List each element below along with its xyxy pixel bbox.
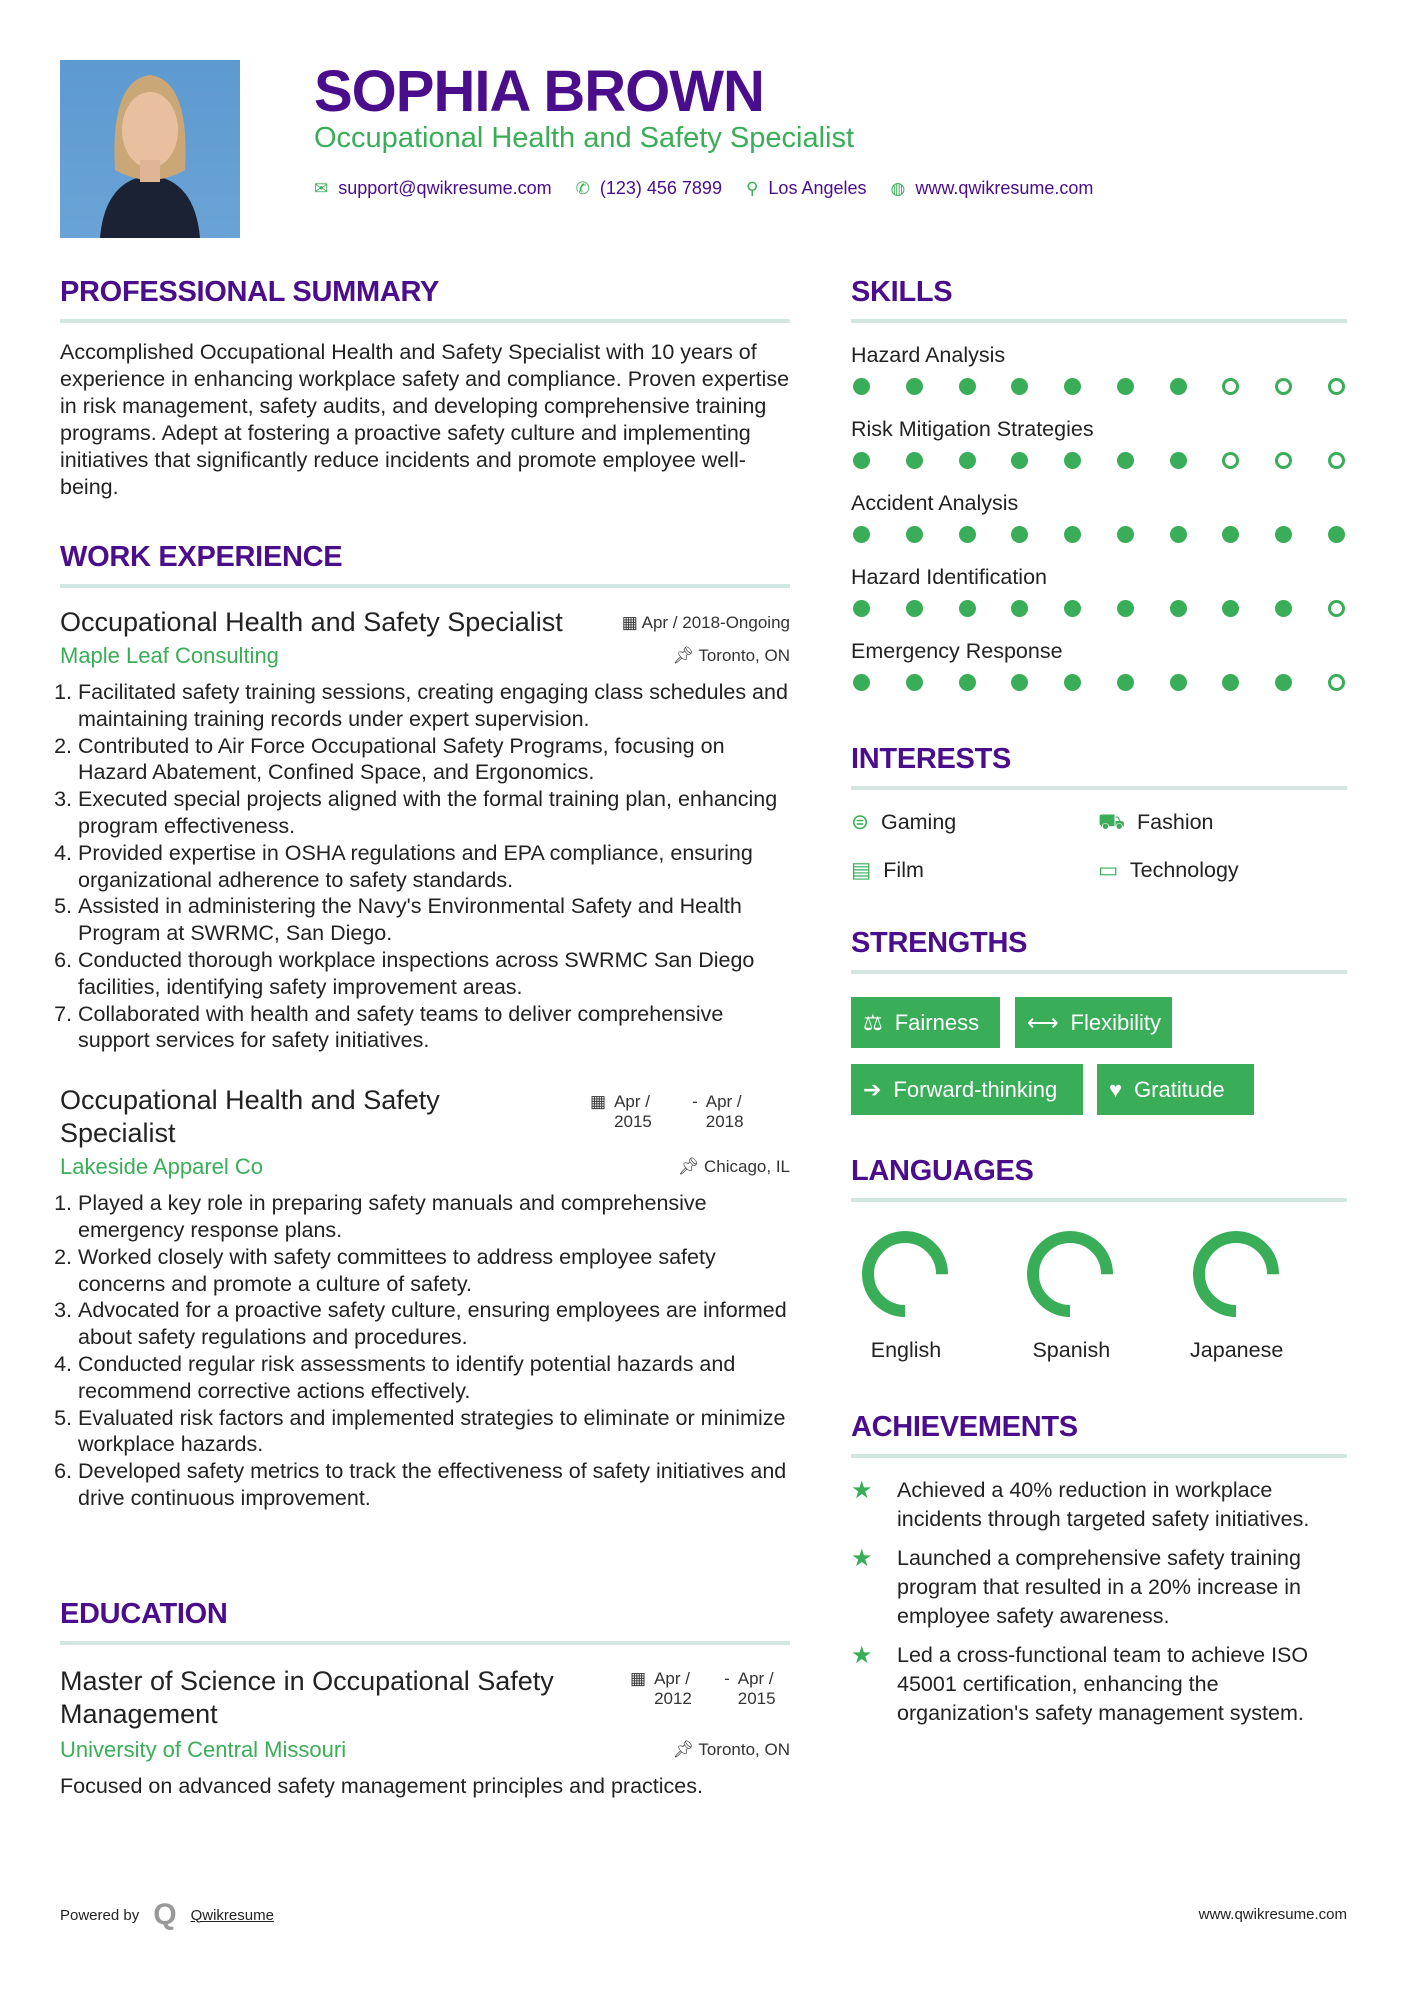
empty-dot xyxy=(1328,600,1345,617)
filled-dot xyxy=(1117,452,1134,469)
filled-dot xyxy=(1117,378,1134,395)
globe-icon: ◍ xyxy=(890,178,906,198)
section-heading: STRENGTHS xyxy=(851,927,1028,959)
heart-icon: ♥ xyxy=(1109,1076,1123,1102)
star-icon: ★ xyxy=(851,1642,873,1669)
filled-dot xyxy=(1064,600,1081,617)
filled-dot xyxy=(1011,600,1028,617)
gamepad-icon: ⊜ xyxy=(851,810,870,834)
job-bullet: 1. Played a key role in preparing safety manuals and comprehensive emergency response plans. xyxy=(78,1190,790,1244)
location-text: Los Angeles xyxy=(768,178,867,198)
strength-label: Fairness xyxy=(894,1009,980,1035)
skill-name: Accident Analysis xyxy=(851,491,1019,515)
job-location: Toronto, ON xyxy=(698,646,790,665)
job-start: Apr / 2015 xyxy=(614,1092,652,1132)
skill-name: Emergency Response xyxy=(851,639,1063,663)
job-title: Occupational Health and Safety Specialist xyxy=(60,607,563,637)
filled-dot xyxy=(1064,378,1081,395)
strength-label: Forward-thinking xyxy=(893,1076,1058,1102)
achievements-section xyxy=(851,1411,1347,1738)
skill-rating xyxy=(851,600,1347,617)
filled-dot xyxy=(1064,674,1081,691)
job-bullet: 5. Evaluated risk factors and implemented strategies to eliminate or minimize workplace hazards. xyxy=(78,1405,790,1459)
edu-start: Apr / 2012 xyxy=(654,1669,692,1708)
strength-badge xyxy=(851,997,1000,1048)
skill-item xyxy=(851,565,1347,617)
filled-dot xyxy=(1222,526,1239,543)
footer-website[interactable]: www.qwikresume.com xyxy=(1198,1906,1347,1923)
job-bullet: 2. Worked closely with safety committees to address employee safety concerns and promote a culture of safety. xyxy=(78,1244,790,1298)
filled-dot xyxy=(1117,600,1134,617)
school-name: University of Central Missouri xyxy=(60,1737,347,1762)
job-title: Occupational Health and Safety Specialist xyxy=(60,1085,440,1149)
filled-dot xyxy=(906,526,923,543)
job-bullet: 2. Contributed to Air Force Occupational Safety Programs, focusing on Hazard Abatement, Confined Space, and Ergonomics. xyxy=(78,733,790,787)
phone-icon: ✆ xyxy=(575,178,590,198)
job-bullet: 6. Developed safety metrics to track the effectiveness of safety initiatives and drive continuous improvement. xyxy=(78,1458,790,1512)
calendar-icon: ▦ xyxy=(590,1092,607,1112)
divider xyxy=(851,1454,1347,1458)
job-bullet: 5. Assisted in administering the Navy's Environmental Safety and Health Program at SWRMC, San Diego. xyxy=(78,893,790,947)
job-bullets xyxy=(60,679,790,1054)
divider xyxy=(851,970,1347,974)
job-bullets xyxy=(60,1190,790,1512)
skill-rating xyxy=(851,452,1347,469)
pin-icon: 📌︎ xyxy=(672,646,694,665)
strengths-section xyxy=(851,927,1347,1127)
skill-rating xyxy=(851,674,1347,691)
map-marker-icon: ⚲ xyxy=(745,178,759,198)
skill-rating xyxy=(851,378,1347,395)
job-end: Apr / 2018 xyxy=(705,1092,744,1132)
language-name: Spanish xyxy=(1032,1338,1111,1362)
filled-dot xyxy=(959,674,976,691)
powered-by-text: Powered by xyxy=(60,1906,140,1924)
skill-name: Hazard Analysis xyxy=(851,343,1006,367)
calendar-icon: ▦ xyxy=(621,612,638,632)
edu-location: Toronto, ON xyxy=(698,1740,790,1759)
divider xyxy=(60,1641,790,1645)
summary-section xyxy=(60,276,790,501)
empty-dot xyxy=(1222,378,1239,395)
filled-dot xyxy=(959,378,976,395)
star-icon: ★ xyxy=(851,1477,873,1504)
section-heading: LANGUAGES xyxy=(851,1155,1034,1187)
footer-powered xyxy=(60,1898,274,1932)
divider xyxy=(60,584,790,588)
filled-dot xyxy=(906,600,923,617)
achievement-text: Led a cross-functional team to achieve ISO 45001 certification, enhancing the organization's safety management system. xyxy=(897,1643,1309,1725)
language-progress-ring xyxy=(859,1228,951,1320)
job-bullet: 3. Advocated for a proactive safety culture, ensuring employees are informed about safety regulations and procedures. xyxy=(78,1297,790,1351)
filled-dot xyxy=(1011,674,1028,691)
brand-link[interactable]: Qwikresume xyxy=(190,1906,274,1924)
language-name: Japanese xyxy=(1190,1338,1284,1362)
summary-text: Accomplished Occupational Health and Safety Specialist with 10 years of experience in enhancing workplace safety and compliance. Proven expertise in risk management, safety audits, and developing comprehensive training programs. Adept at fostering a proactive safety culture and implementing initiatives that significantly reduce incidents and promote employee well-being. xyxy=(60,340,790,499)
filled-dot xyxy=(1064,526,1081,543)
interest-fashion xyxy=(1098,810,1347,838)
divider xyxy=(851,319,1347,323)
interest-label: Gaming xyxy=(880,810,957,834)
laptop-icon: ▭ xyxy=(1098,858,1119,882)
filled-dot xyxy=(1117,674,1134,691)
section-heading: SKILLS xyxy=(851,276,953,308)
section-heading: INTERESTS xyxy=(851,743,1012,775)
filled-dot xyxy=(959,526,976,543)
company-name: Maple Leaf Consulting xyxy=(60,643,279,668)
pin-icon: 📌︎ xyxy=(677,1157,700,1177)
filled-dot xyxy=(853,452,870,469)
filled-dot xyxy=(1011,378,1028,395)
interest-film xyxy=(851,858,1098,883)
edu-description: Focused on advanced safety management principles and practices. xyxy=(60,1774,703,1798)
edu-end: Apr / 2015 xyxy=(737,1669,776,1708)
strength-badge xyxy=(1097,1064,1254,1115)
filled-dot xyxy=(1328,526,1345,543)
empty-dot xyxy=(1275,378,1292,395)
degree-title: Master of Science in Occupational Safety Management xyxy=(60,1666,554,1729)
interest-gaming xyxy=(851,810,1098,838)
filled-dot xyxy=(959,600,976,617)
candidate-name: SOPHIA BROWN xyxy=(314,59,764,124)
divider xyxy=(60,319,790,323)
job-bullet: 4. Provided expertise in OSHA regulations and EPA compliance, ensuring organizational adherence to safety standards. xyxy=(78,840,790,894)
filled-dot xyxy=(906,452,923,469)
skill-name: Hazard Identification xyxy=(851,565,1047,589)
arrow-right-icon: ➔ xyxy=(863,1076,882,1102)
section-heading: WORK EXPERIENCE xyxy=(60,541,343,573)
filled-dot xyxy=(1222,674,1239,691)
interest-label: Technology xyxy=(1129,858,1239,882)
scale-icon: ⚖ xyxy=(863,1009,883,1035)
section-heading: PROFESSIONAL SUMMARY xyxy=(60,276,440,308)
skill-rating xyxy=(851,526,1347,543)
interests-section xyxy=(851,743,1347,883)
achievement-text: Achieved a 40% reduction in workplace incidents through targeted safety initiatives. xyxy=(897,1478,1310,1531)
job-bullet: 4. Conducted regular risk assessments to identify potential hazards and recommend corrective actions effectively. xyxy=(78,1351,790,1405)
strength-label: Gratitude xyxy=(1134,1076,1225,1102)
filled-dot xyxy=(1011,526,1028,543)
skills-section xyxy=(851,276,1347,713)
strength-label: Flexibility xyxy=(1070,1009,1162,1035)
filled-dot xyxy=(1275,674,1292,691)
filled-dot xyxy=(853,378,870,395)
website-link[interactable]: www.qwikresume.com xyxy=(915,178,1094,198)
achievement-item xyxy=(851,1544,1347,1631)
qwikresume-logo-icon: Q xyxy=(153,1898,177,1931)
filled-dot xyxy=(853,674,870,691)
filled-dot xyxy=(1170,378,1187,395)
job-entry: Occupational Health and Safety Specialist ▦ Apr / 2015 - Apr / 2018 Lakeside Apparel Co 📌︎ Chicago, IL 1. Played a key role in preparing safety manuals and comprehensive emergency response plans. 2. Worked closely with safety committees to address employee safety concerns and promote a culture of safety. 3. Advocated for a proactive safety culture, ensuring employees are informed about safety regulations and procedures. 4. Conducted regular risk assessments to identify potential hazards and recommend corrective actions effectively. 5. Evaluated risk factors and implemented strategies to eliminate or minimize workplace hazards. 6. Developed safety metrics to track the effectiveness of safety initiatives and drive continuous improvement. xyxy=(60,1084,790,1512)
interest-label: Fashion xyxy=(1137,810,1214,834)
job-location: Chicago, IL xyxy=(704,1157,790,1177)
filled-dot xyxy=(1170,674,1187,691)
job-bullet: 1. Facilitated safety training sessions, creating engaging class schedules and maintaining training records under expert supervision. xyxy=(78,679,790,733)
skill-item xyxy=(851,417,1347,469)
language-item xyxy=(1016,1228,1181,1363)
divider xyxy=(851,1198,1347,1202)
job-entry xyxy=(60,606,790,1054)
empty-dot xyxy=(1275,452,1292,469)
envelope-icon: ✉ xyxy=(314,178,329,198)
language-item xyxy=(1182,1228,1347,1363)
job-bullet: 6. Conducted thorough workplace inspections across SWRMC San Diego facilities, identifying safety improvement areas. xyxy=(78,947,790,1001)
languages-section xyxy=(851,1155,1347,1363)
skill-name: Risk Mitigation Strategies xyxy=(851,417,1094,441)
film-icon: ▤ xyxy=(851,858,872,882)
filled-dot xyxy=(959,452,976,469)
job-bullet: 3. Executed special projects aligned with the formal training plan, enhancing program effectiveness. xyxy=(78,786,790,840)
profile-photo xyxy=(60,60,240,238)
education-section: EDUCATION Master of Science in Occupational Safety Management ▦ Apr / 2012 - Apr / 2015 University of Central Missouri 📌︎ Toronto, ON Focused on advanced safety management principles and practices. xyxy=(60,1598,790,1798)
star-icon: ★ xyxy=(851,1545,873,1572)
filled-dot xyxy=(1170,452,1187,469)
filled-dot xyxy=(1011,452,1028,469)
strength-badge xyxy=(851,1064,1083,1115)
calendar-icon: ▦ xyxy=(630,1669,647,1688)
job-bullet: 7. Collaborated with health and safety teams to deliver comprehensive support services for safety initiatives. xyxy=(78,1001,790,1055)
language-progress-ring xyxy=(1024,1228,1116,1320)
filled-dot xyxy=(906,674,923,691)
filled-dot xyxy=(853,600,870,617)
section-heading: ACHIEVEMENTS xyxy=(851,1411,1078,1443)
filled-dot xyxy=(1170,526,1187,543)
interest-technology xyxy=(1098,858,1347,883)
filled-dot xyxy=(1275,600,1292,617)
pin-icon: 📌︎ xyxy=(672,1740,694,1759)
empty-dot xyxy=(1328,378,1345,395)
achievement-item xyxy=(851,1641,1347,1728)
empty-dot xyxy=(1328,674,1345,691)
empty-dot xyxy=(1328,452,1345,469)
strength-badge xyxy=(1015,997,1172,1048)
filled-dot xyxy=(1222,600,1239,617)
filled-dot xyxy=(853,526,870,543)
filled-dot xyxy=(1170,600,1187,617)
job-dates: Apr / 2018-Ongoing xyxy=(641,612,790,632)
language-item xyxy=(851,1228,1016,1363)
candidate-title: Occupational Health and Safety Specialist xyxy=(314,122,855,154)
filled-dot xyxy=(906,378,923,395)
arrows-h-icon: ⟷ xyxy=(1027,1009,1059,1035)
language-name: English xyxy=(870,1338,942,1362)
section-heading: EDUCATION xyxy=(60,1598,228,1630)
phone-text: (123) 456 7899 xyxy=(599,178,722,198)
interest-label: Film xyxy=(883,858,924,882)
language-progress-ring xyxy=(1190,1228,1282,1320)
skill-item xyxy=(851,639,1347,691)
experience-section xyxy=(60,541,790,1512)
filled-dot xyxy=(1064,452,1081,469)
email-link[interactable]: support@qwikresume.com xyxy=(338,178,552,198)
skill-item xyxy=(851,343,1347,395)
shopping-bag-icon: ⛟ xyxy=(1098,810,1126,834)
company-name: Lakeside Apparel Co xyxy=(60,1154,264,1180)
skill-item xyxy=(851,491,1347,543)
contact-bar xyxy=(314,178,1107,199)
filled-dot xyxy=(1117,526,1134,543)
empty-dot xyxy=(1222,452,1239,469)
achievement-item xyxy=(851,1476,1347,1534)
divider xyxy=(851,786,1347,790)
filled-dot xyxy=(1275,526,1292,543)
achievement-text: Launched a comprehensive safety training program that resulted in a 20% increase in employee safety awareness. xyxy=(897,1546,1301,1628)
